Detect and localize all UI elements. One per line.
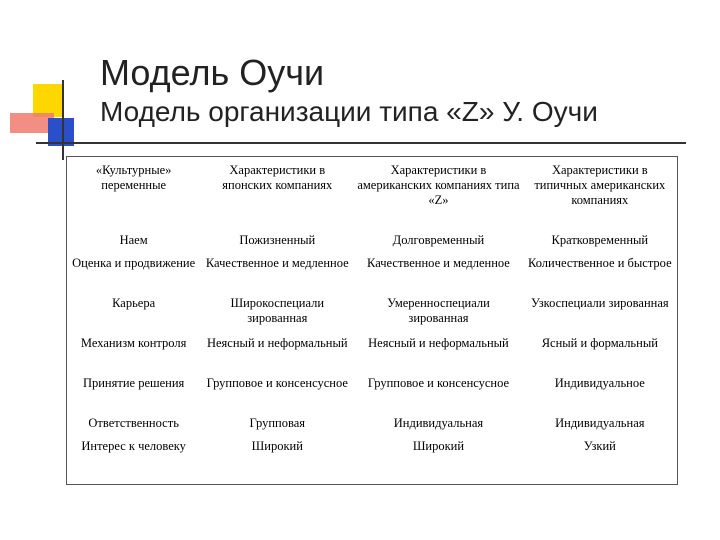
header-japanese: Характеристики в японских компаниях (222, 163, 333, 192)
table-cell: Групповое и консенсусное (206, 376, 348, 390)
table-cell: Неясный и неформальный (206, 336, 348, 350)
table-cell: Количественное и быстрое (527, 256, 672, 270)
ouchi-comparison-table (66, 156, 678, 485)
table-row (67, 437, 678, 485)
table-cell: Долговременный (392, 233, 485, 247)
table-cell: Групповая (249, 416, 305, 430)
table-header-row (67, 157, 678, 232)
table-cell: Неясный и неформальный (368, 336, 509, 350)
table-row (67, 254, 678, 294)
table-cell: Интерес к человеку (81, 439, 186, 453)
table-cell: Качественное и медленное (367, 256, 510, 270)
table-cell: Узкоспециали зированная (530, 296, 669, 310)
table-cell: Наем (119, 233, 148, 247)
slide-title: Модель Оучи (100, 52, 325, 93)
table-cell: Качественное и медленное (205, 256, 349, 270)
slide-subtitle: Модель организации типа «Z» У. Оучи (100, 96, 598, 127)
table-cell: Индивидуальное (554, 376, 645, 390)
table-cell: Механизм контроля (80, 336, 187, 350)
table-cell: Индивидуальная (555, 416, 645, 430)
table-cell: Умеренноспециали зированная (387, 296, 490, 325)
table-cell: Ясный и формальный (541, 336, 658, 350)
table-row (67, 374, 678, 414)
table-cell: Групповое и консенсусное (367, 376, 510, 390)
title-divider-line (36, 142, 686, 144)
table-cell: Карьера (112, 296, 156, 310)
header-cultural-variables: «Культурные» переменные (95, 163, 172, 192)
table-row (67, 231, 678, 254)
table-cell: Ответственность (88, 416, 179, 430)
table-cell: Кратковременный (551, 233, 649, 247)
table-cell: Пожизненный (239, 233, 316, 247)
table-cell: Широкоспециали зированная (230, 296, 325, 325)
table-cell: Узкий (583, 439, 616, 453)
table-row (67, 294, 678, 334)
ornament-vertical-line (62, 80, 64, 160)
table-cell: Широкий (412, 439, 465, 453)
table-cell: Оценка и продвижение (72, 256, 196, 270)
table-cell: Принятие решения (82, 376, 185, 390)
header-typical-american: Характеристики в типичных американских компаниях (534, 163, 666, 207)
table-row (67, 334, 678, 374)
table-cell: Широкий (251, 439, 303, 453)
table-cell: Индивидуальная (393, 416, 484, 430)
header-american-z: Характеристики в американских компаниях типа «Z» (357, 163, 520, 207)
table-row (67, 414, 678, 437)
